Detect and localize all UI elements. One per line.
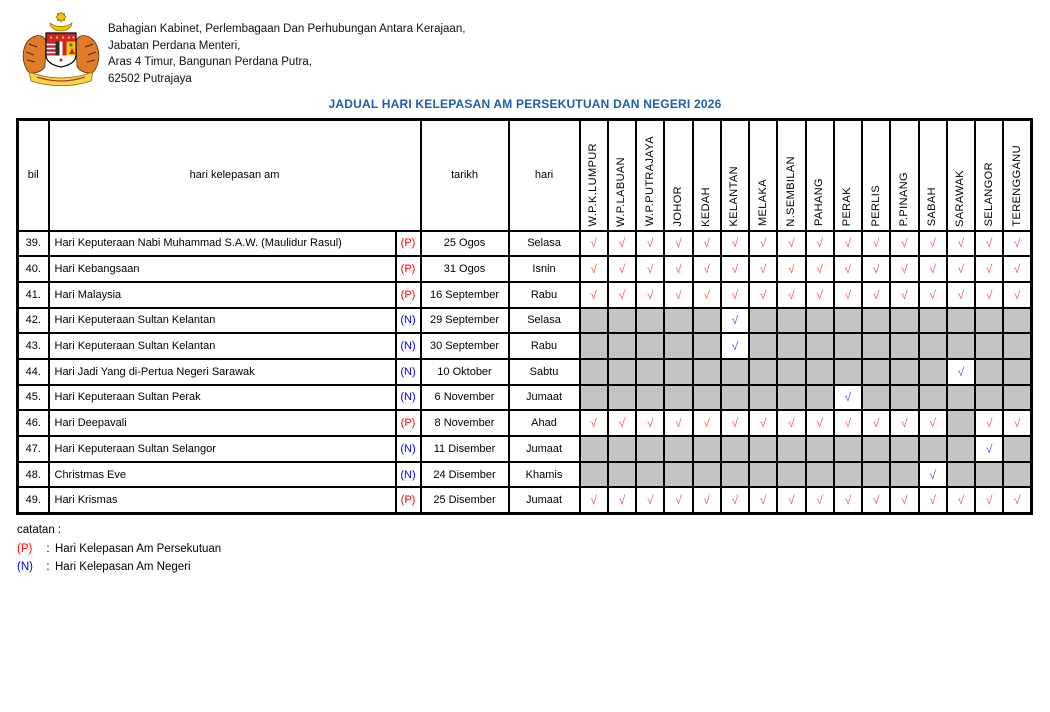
state-check-cell: √ <box>919 231 947 257</box>
state-label: PERAK <box>841 187 854 227</box>
state-label: KELANTAN <box>728 166 741 227</box>
state-na-cell <box>636 308 664 334</box>
col-header-state-kelantan <box>721 120 749 231</box>
state-label: P.PINANG <box>897 172 910 227</box>
note-negeri <box>17 558 221 577</box>
state-na-cell <box>947 385 975 411</box>
state-check-cell: √ <box>975 282 1003 308</box>
day-cell: Isnin <box>509 256 580 282</box>
state-label: PERLIS <box>869 184 882 227</box>
state-na-cell <box>608 359 636 385</box>
state-na-cell <box>919 385 947 411</box>
col-header-state-pahang <box>806 120 834 231</box>
state-na-cell <box>664 385 692 411</box>
note-text-n: Hari Kelepasan Am Negeri <box>55 561 191 573</box>
state-check-cell: √ <box>975 487 1003 513</box>
col-header-state-perak <box>834 120 862 231</box>
state-check-cell: √ <box>580 410 608 436</box>
state-na-cell <box>975 359 1003 385</box>
state-check-cell: √ <box>721 487 749 513</box>
state-na-cell <box>862 333 890 359</box>
page-title: JADUAL HARI KELEPASAN AM PERSEKUTUAN DAN NEGERI 2026 <box>328 97 722 111</box>
holiday-name-cell: Hari Keputeraan Nabi Muhammad S.A.W. (Maulidur Rasul) <box>49 231 396 257</box>
state-check-cell: √ <box>806 282 834 308</box>
col-header-state-p-pinang <box>890 120 918 231</box>
day-cell: Rabu <box>509 333 580 359</box>
note-label-n: (N) <box>17 561 33 573</box>
col-header-holiday: hari kelepasan am <box>49 120 421 231</box>
state-check-cell: √ <box>890 487 918 513</box>
state-na-cell <box>890 385 918 411</box>
state-check-cell: √ <box>636 487 664 513</box>
state-na-cell <box>1003 436 1031 462</box>
state-check-cell: √ <box>834 231 862 257</box>
type-cell: (N) <box>396 333 421 359</box>
date-cell: 24 Disember <box>421 462 509 488</box>
state-na-cell <box>777 359 805 385</box>
state-check-cell: √ <box>721 308 749 334</box>
holiday-row <box>18 333 1032 359</box>
type-cell: (P) <box>396 282 421 308</box>
state-na-cell <box>834 359 862 385</box>
state-na-cell <box>834 333 862 359</box>
date-cell: 10 Oktober <box>421 359 509 385</box>
holiday-row <box>18 436 1032 462</box>
date-cell: 11 Disember <box>421 436 509 462</box>
holiday-row <box>18 282 1032 308</box>
state-na-cell <box>580 462 608 488</box>
day-cell: Sabtu <box>509 359 580 385</box>
state-na-cell <box>834 436 862 462</box>
state-check-cell: √ <box>636 256 664 282</box>
bil-cell: 43. <box>18 333 49 359</box>
malaysia-coat-of-arms-logo <box>16 10 106 92</box>
state-check-cell: √ <box>664 256 692 282</box>
holiday-name-cell: Hari Jadi Yang di-Pertua Negeri Sarawak <box>49 359 396 385</box>
holiday-table <box>16 118 1033 515</box>
state-na-cell <box>862 308 890 334</box>
col-header-hari: hari <box>509 120 580 231</box>
state-na-cell <box>580 308 608 334</box>
state-check-cell: √ <box>1003 231 1031 257</box>
bil-cell: 40. <box>18 256 49 282</box>
state-na-cell <box>693 333 721 359</box>
state-check-cell: √ <box>636 282 664 308</box>
state-label: W.P.PUTRAJAYA <box>643 136 656 227</box>
state-na-cell <box>636 385 664 411</box>
state-na-cell <box>947 436 975 462</box>
state-check-cell: √ <box>693 282 721 308</box>
bil-cell: 48. <box>18 462 49 488</box>
state-na-cell <box>919 333 947 359</box>
state-check-cell: √ <box>834 487 862 513</box>
type-cell: (P) <box>396 231 421 257</box>
state-na-cell <box>806 359 834 385</box>
holiday-row <box>18 359 1032 385</box>
state-check-cell: √ <box>580 487 608 513</box>
date-cell: 6 November <box>421 385 509 411</box>
day-cell: Jumaat <box>509 385 580 411</box>
state-na-cell <box>664 359 692 385</box>
day-cell: Selasa <box>509 308 580 334</box>
state-check-cell: √ <box>947 487 975 513</box>
state-na-cell <box>580 385 608 411</box>
state-na-cell <box>862 385 890 411</box>
org-line: Bahagian Kabinet, Perlembagaan Dan Perhubungan Antara Kerajaan, <box>108 23 466 35</box>
bil-cell: 46. <box>18 410 49 436</box>
state-na-cell <box>636 333 664 359</box>
state-label: PAHANG <box>813 178 826 227</box>
note-text-p: Hari Kelepasan Am Persekutuan <box>55 542 222 555</box>
date-cell: 16 September <box>421 282 509 308</box>
col-header-state-johor <box>664 120 692 231</box>
holiday-name-cell: Hari Malaysia <box>49 282 396 308</box>
state-check-cell: √ <box>1003 487 1031 513</box>
state-na-cell <box>693 308 721 334</box>
state-na-cell <box>721 462 749 488</box>
holiday-row <box>18 231 1032 257</box>
org-line: Aras 4 Timur, Bangunan Perdana Putra, <box>108 56 312 68</box>
state-na-cell <box>777 385 805 411</box>
state-na-cell <box>834 462 862 488</box>
state-na-cell <box>890 436 918 462</box>
col-header-state-kedah <box>693 120 721 231</box>
state-na-cell <box>777 308 805 334</box>
holiday-name-cell: Hari Krismas <box>49 487 396 513</box>
state-na-cell <box>608 385 636 411</box>
col-header-state-w-p-k-lumpur <box>580 120 608 231</box>
note-persekutuan <box>17 540 221 559</box>
state-check-cell: √ <box>834 256 862 282</box>
col-header-bil: bil <box>18 120 49 231</box>
state-check-cell: √ <box>947 256 975 282</box>
state-na-cell <box>862 359 890 385</box>
state-label: SELANGOR <box>982 162 995 227</box>
state-check-cell: √ <box>608 410 636 436</box>
state-check-cell: √ <box>975 410 1003 436</box>
state-check-cell: √ <box>721 410 749 436</box>
state-na-cell <box>721 359 749 385</box>
state-check-cell: √ <box>608 282 636 308</box>
state-na-cell <box>975 462 1003 488</box>
state-check-cell: √ <box>777 282 805 308</box>
state-na-cell <box>580 436 608 462</box>
state-check-cell: √ <box>693 487 721 513</box>
state-check-cell: √ <box>1003 256 1031 282</box>
state-check-cell: √ <box>749 256 777 282</box>
state-na-cell <box>608 333 636 359</box>
note-label-p: (P) <box>17 542 33 555</box>
col-header-state-w-p-labuan <box>608 120 636 231</box>
state-na-cell <box>947 462 975 488</box>
type-cell: (P) <box>396 487 421 513</box>
state-check-cell: √ <box>862 231 890 257</box>
holiday-name-cell: Hari Keputeraan Sultan Perak <box>49 385 396 411</box>
state-check-cell: √ <box>919 410 947 436</box>
state-check-cell: √ <box>890 410 918 436</box>
state-check-cell: √ <box>664 231 692 257</box>
type-cell: (N) <box>396 462 421 488</box>
state-check-cell: √ <box>721 333 749 359</box>
state-check-cell: √ <box>636 410 664 436</box>
state-na-cell <box>693 359 721 385</box>
state-check-cell: √ <box>862 487 890 513</box>
state-na-cell <box>919 359 947 385</box>
state-na-cell <box>664 333 692 359</box>
state-check-cell: √ <box>834 282 862 308</box>
holiday-name-cell: Hari Keputeraan Sultan Kelantan <box>49 333 396 359</box>
holiday-name-cell: Hari Keputeraan Sultan Kelantan <box>49 308 396 334</box>
state-na-cell <box>608 308 636 334</box>
type-cell: (P) <box>396 256 421 282</box>
state-na-cell <box>1003 308 1031 334</box>
state-check-cell: √ <box>947 359 975 385</box>
state-check-cell: √ <box>862 256 890 282</box>
state-na-cell <box>777 436 805 462</box>
holiday-name-cell: Hari Keputeraan Sultan Selangor <box>49 436 396 462</box>
state-check-cell: √ <box>1003 410 1031 436</box>
state-na-cell <box>806 436 834 462</box>
state-na-cell <box>1003 333 1031 359</box>
holiday-row <box>18 410 1032 436</box>
state-check-cell: √ <box>834 410 862 436</box>
col-header-state-selangor <box>975 120 1003 231</box>
state-check-cell: √ <box>693 256 721 282</box>
state-na-cell <box>749 436 777 462</box>
state-label: W.P.K.LUMPUR <box>587 143 600 227</box>
state-check-cell: √ <box>919 487 947 513</box>
state-check-cell: √ <box>636 231 664 257</box>
bil-cell: 42. <box>18 308 49 334</box>
state-check-cell: √ <box>580 256 608 282</box>
state-check-cell: √ <box>721 282 749 308</box>
bil-cell: 45. <box>18 385 49 411</box>
holiday-row <box>18 385 1032 411</box>
state-check-cell: √ <box>975 231 1003 257</box>
agency-address-block <box>108 21 465 87</box>
state-check-cell: √ <box>749 487 777 513</box>
state-na-cell <box>749 308 777 334</box>
state-check-cell: √ <box>834 385 862 411</box>
state-na-cell <box>806 333 834 359</box>
col-header-tarikh: tarikh <box>421 120 509 231</box>
state-na-cell <box>721 385 749 411</box>
state-check-cell: √ <box>975 256 1003 282</box>
bil-cell: 39. <box>18 231 49 257</box>
state-na-cell <box>749 359 777 385</box>
date-cell: 29 September <box>421 308 509 334</box>
type-cell: (P) <box>396 410 421 436</box>
state-check-cell: √ <box>749 410 777 436</box>
state-check-cell: √ <box>608 256 636 282</box>
notes-heading: catatan : <box>17 524 62 536</box>
note-separator: : <box>46 542 50 555</box>
state-check-cell: √ <box>806 487 834 513</box>
type-cell: (N) <box>396 359 421 385</box>
bil-cell: 44. <box>18 359 49 385</box>
day-cell: Selasa <box>509 231 580 257</box>
state-label: W.P.LABUAN <box>615 156 628 227</box>
bil-cell: 49. <box>18 487 49 513</box>
date-cell: 25 Disember <box>421 487 509 513</box>
state-check-cell: √ <box>664 410 692 436</box>
state-check-cell: √ <box>608 487 636 513</box>
state-label: JOHOR <box>671 186 684 227</box>
state-na-cell <box>749 333 777 359</box>
state-check-cell: √ <box>919 282 947 308</box>
state-label: TERENGGANU <box>1010 144 1023 227</box>
state-check-cell: √ <box>608 231 636 257</box>
holiday-row <box>18 308 1032 334</box>
col-header-state-sarawak <box>947 120 975 231</box>
state-check-cell: √ <box>693 231 721 257</box>
bil-cell: 41. <box>18 282 49 308</box>
state-check-cell: √ <box>777 487 805 513</box>
col-header-state-melaka <box>749 120 777 231</box>
date-cell: 25 Ogos <box>421 231 509 257</box>
holiday-name-cell: Hari Kebangsaan <box>49 256 396 282</box>
holiday-row <box>18 487 1032 513</box>
state-na-cell <box>693 385 721 411</box>
state-check-cell: √ <box>919 256 947 282</box>
state-check-cell: √ <box>862 282 890 308</box>
table-header-row <box>18 120 1032 231</box>
state-check-cell: √ <box>947 231 975 257</box>
state-label: SABAH <box>926 187 939 227</box>
state-na-cell <box>890 308 918 334</box>
state-na-cell <box>975 385 1003 411</box>
date-cell: 8 November <box>421 410 509 436</box>
state-check-cell: √ <box>777 231 805 257</box>
state-label: MELAKA <box>756 179 769 227</box>
bil-cell: 47. <box>18 436 49 462</box>
state-check-cell: √ <box>947 282 975 308</box>
agency-logo <box>16 10 106 92</box>
state-na-cell <box>947 308 975 334</box>
state-na-cell <box>806 385 834 411</box>
state-na-cell <box>636 462 664 488</box>
state-check-cell: √ <box>806 256 834 282</box>
state-na-cell <box>890 359 918 385</box>
type-cell: (N) <box>396 308 421 334</box>
col-header-state-terengganu <box>1003 120 1031 231</box>
date-cell: 30 September <box>421 333 509 359</box>
state-na-cell <box>693 436 721 462</box>
date-cell: 31 Ogos <box>421 256 509 282</box>
state-na-cell <box>947 410 975 436</box>
state-check-cell: √ <box>806 231 834 257</box>
col-header-state-sabah <box>919 120 947 231</box>
state-na-cell <box>919 436 947 462</box>
state-na-cell <box>890 333 918 359</box>
state-na-cell <box>693 462 721 488</box>
state-na-cell <box>947 333 975 359</box>
state-na-cell <box>806 462 834 488</box>
state-na-cell <box>664 308 692 334</box>
state-na-cell <box>664 436 692 462</box>
state-check-cell: √ <box>919 462 947 488</box>
state-na-cell <box>721 436 749 462</box>
state-label: N.SEMBILAN <box>784 155 797 227</box>
state-check-cell: √ <box>890 231 918 257</box>
state-check-cell: √ <box>664 487 692 513</box>
holiday-name-cell: Christmas Eve <box>49 462 396 488</box>
org-line: Jabatan Perdana Menteri, <box>108 39 241 52</box>
holiday-row <box>18 462 1032 488</box>
state-na-cell <box>636 359 664 385</box>
holiday-row <box>18 256 1032 282</box>
state-check-cell: √ <box>693 410 721 436</box>
state-na-cell <box>608 462 636 488</box>
day-cell: Jumaat <box>509 436 580 462</box>
state-na-cell <box>777 462 805 488</box>
state-check-cell: √ <box>862 410 890 436</box>
state-na-cell <box>608 436 636 462</box>
state-check-cell: √ <box>777 410 805 436</box>
holiday-name-cell: Hari Deepavali <box>49 410 396 436</box>
state-check-cell: √ <box>890 256 918 282</box>
state-na-cell <box>749 385 777 411</box>
note-separator: : <box>46 561 50 573</box>
state-na-cell <box>975 308 1003 334</box>
state-na-cell <box>806 308 834 334</box>
type-cell: (N) <box>396 436 421 462</box>
state-check-cell: √ <box>1003 282 1031 308</box>
day-cell: Ahad <box>509 410 580 436</box>
state-na-cell <box>1003 359 1031 385</box>
state-label: KEDAH <box>700 186 713 227</box>
state-check-cell: √ <box>721 231 749 257</box>
col-header-state-perlis <box>862 120 890 231</box>
state-check-cell: √ <box>777 256 805 282</box>
col-header-state-w-p-putrajaya <box>636 120 664 231</box>
type-cell: (N) <box>396 385 421 411</box>
state-check-cell: √ <box>721 256 749 282</box>
state-na-cell <box>664 462 692 488</box>
state-na-cell <box>580 359 608 385</box>
state-check-cell: √ <box>749 282 777 308</box>
state-na-cell <box>749 462 777 488</box>
notes-section <box>17 521 221 577</box>
state-na-cell <box>636 436 664 462</box>
state-na-cell <box>580 333 608 359</box>
state-na-cell <box>975 333 1003 359</box>
day-cell: Jumaat <box>509 487 580 513</box>
state-check-cell: √ <box>664 282 692 308</box>
state-check-cell: √ <box>975 436 1003 462</box>
state-na-cell <box>890 462 918 488</box>
day-cell: Rabu <box>509 282 580 308</box>
state-check-cell: √ <box>806 410 834 436</box>
state-check-cell: √ <box>580 282 608 308</box>
state-na-cell <box>834 308 862 334</box>
state-na-cell <box>862 436 890 462</box>
state-check-cell: √ <box>580 231 608 257</box>
state-na-cell <box>1003 462 1031 488</box>
state-check-cell: √ <box>749 231 777 257</box>
table-body <box>18 231 1032 514</box>
state-na-cell <box>777 333 805 359</box>
state-check-cell: √ <box>890 282 918 308</box>
state-na-cell <box>1003 385 1031 411</box>
org-line: 62502 Putrajaya <box>108 72 192 85</box>
state-na-cell <box>862 462 890 488</box>
day-cell: Khamis <box>509 462 580 488</box>
state-na-cell <box>919 308 947 334</box>
col-header-state-n-sembilan <box>777 120 805 231</box>
state-label: SARAWAK <box>954 169 967 227</box>
